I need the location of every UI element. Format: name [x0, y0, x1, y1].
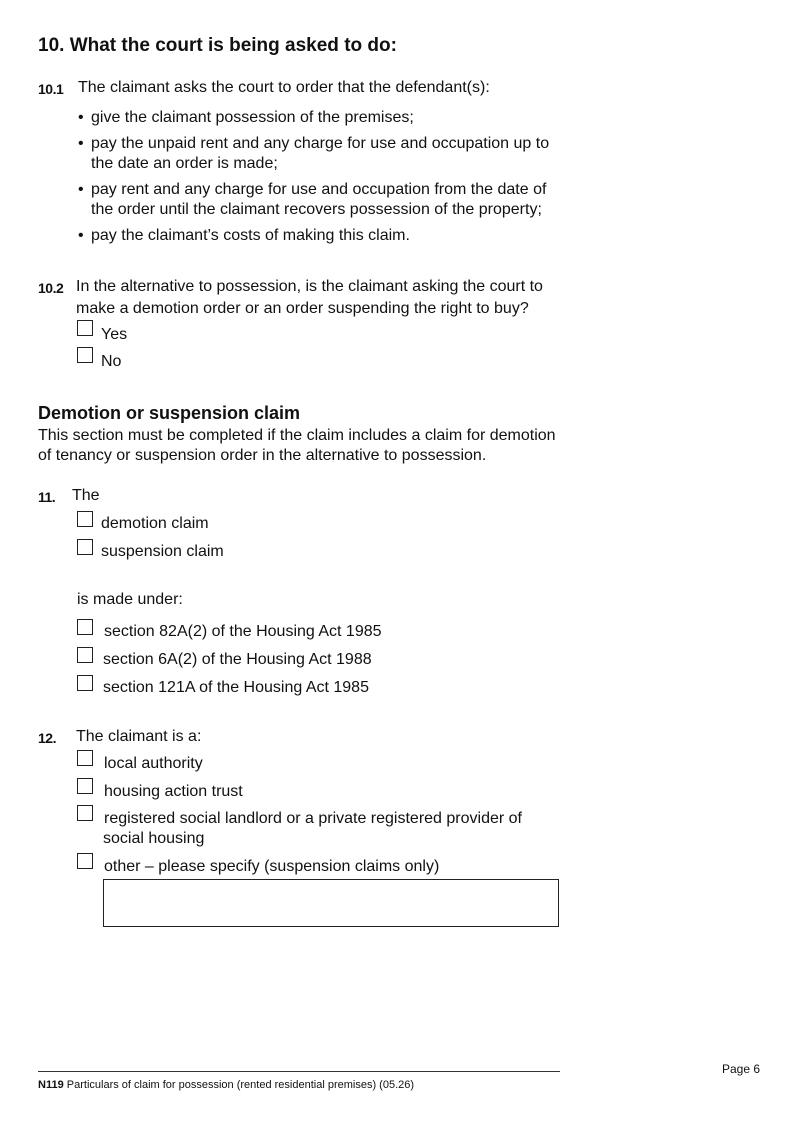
local-authority-label: local authority [104, 755, 203, 772]
order-bullet-item: • pay rent and any charge for use and occupation from the date of the order until the claimant recovers possession of the property; [78, 180, 558, 220]
suspension-claim-checkbox[interactable] [77, 539, 93, 555]
local-authority-checkbox[interactable] [77, 750, 93, 766]
other-specify-field[interactable] [103, 879, 559, 927]
demotion-intro-line2: of tenancy or suspension order in the alternative to possession. [38, 447, 487, 464]
order-bullet-list [78, 108, 558, 252]
order-bullet-item: • give the claimant possession of the premises; [78, 108, 558, 128]
question-11-number: 11. [38, 489, 56, 505]
demotion-claim-checkbox[interactable] [77, 511, 93, 527]
other-label: other – please specify (suspension claims only) [104, 858, 440, 875]
question-10-2-line2: make a demotion order or an order suspending the right to buy? [76, 300, 529, 317]
section-6a-label: section 6A(2) of the Housing Act 1988 [103, 651, 372, 668]
registered-social-landlord-label: registered social landlord or a private registered provider of [104, 810, 522, 827]
demotion-section-title: Demotion or suspension claim [38, 403, 301, 423]
footer-form-title: Particulars of claim for possession (rented residential premises) (05.26) [66, 1079, 415, 1091]
housing-action-trust-label: housing action trust [104, 783, 243, 800]
registered-social-landlord-label-line2: social housing [103, 830, 205, 847]
no-label: No [101, 353, 122, 370]
made-under-text: is made under: [77, 591, 183, 608]
footer-divider [38, 1071, 560, 1072]
registered-social-landlord-checkbox[interactable] [77, 805, 93, 821]
section-10-number: 10. [38, 35, 65, 56]
footer-form-reference [38, 1078, 414, 1092]
other-checkbox[interactable] [77, 853, 93, 869]
section-121a-label: section 121A of the Housing Act 1985 [103, 679, 369, 696]
section-10-title: What the court is being asked to do: [69, 35, 397, 56]
suspension-claim-label: suspension claim [101, 543, 224, 560]
footer-form-code: N119 [38, 1079, 64, 1091]
section-82a-label: section 82A(2) of the Housing Act 1985 [104, 623, 382, 640]
question-10-1-number: 10.1 [38, 81, 64, 97]
yes-label: Yes [101, 326, 128, 343]
question-11-lead: The [72, 487, 100, 504]
section-121a-checkbox[interactable] [77, 675, 93, 691]
question-10-2-number: 10.2 [38, 280, 64, 296]
order-bullet-item: • pay the unpaid rent and any charge for use and occupation up to the date an order is made; [78, 134, 558, 174]
section-6a-checkbox[interactable] [77, 647, 93, 663]
no-checkbox[interactable] [77, 347, 93, 363]
question-10-2-line1: In the alternative to possession, is the claimant asking the court to [76, 278, 543, 295]
housing-action-trust-checkbox[interactable] [77, 778, 93, 794]
section-82a-checkbox[interactable] [77, 619, 93, 635]
demotion-intro-line1: This section must be completed if the claim includes a claim for demotion [38, 427, 556, 444]
question-12-lead: The claimant is a: [76, 728, 202, 745]
demotion-claim-label: demotion claim [101, 515, 209, 532]
yes-checkbox[interactable] [77, 320, 93, 336]
question-10-1-text: The claimant asks the court to order that the defendant(s): [78, 79, 490, 96]
order-bullet-item: • pay the claimant’s costs of making this claim. [78, 226, 558, 246]
page-number: Page 6 [722, 1062, 761, 1076]
section-10-heading [38, 35, 397, 57]
question-12-number: 12. [38, 730, 56, 746]
